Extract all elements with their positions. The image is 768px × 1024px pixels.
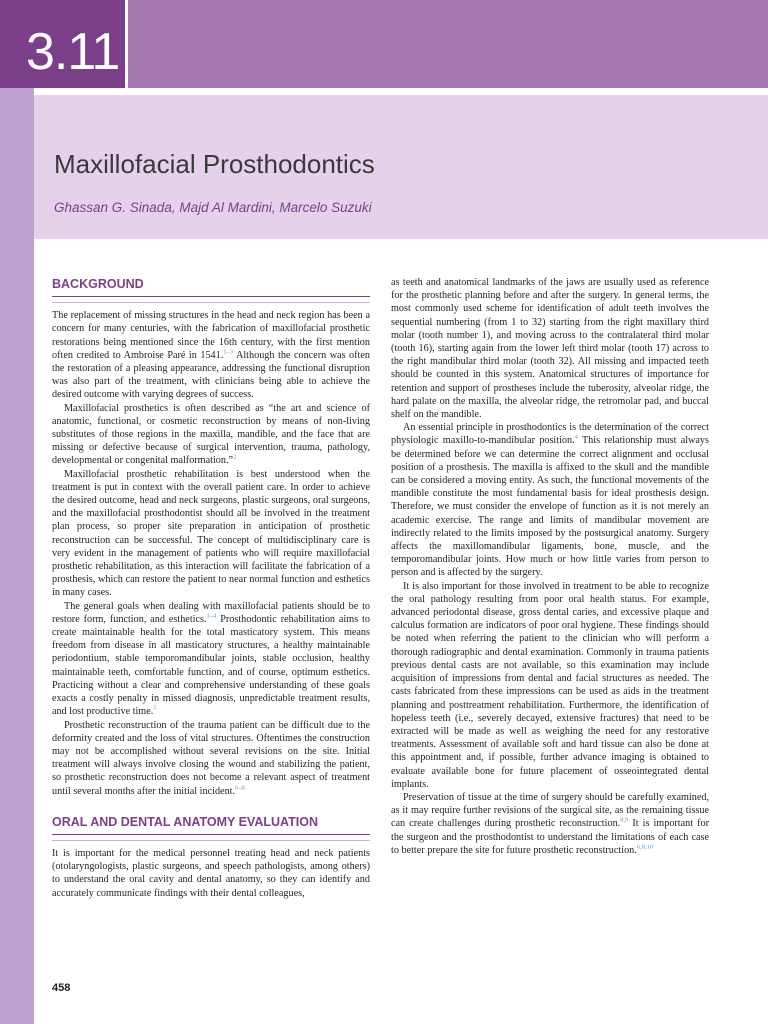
paragraph: It is also important for those involved in treatment to be able to recognize the oral pathology resulting from poor oral health status. For example, advanced periodontal disease, gross dental caries, and excessive plaque and calculus formation are indicators of poor oral hygiene. These findings should be noted when referring the patient to the clinician who will perform a thorough radiographic and dental examination. Commonly in trauma patients previous dental casts are not available, so this examination may include acquisition of impressions from dental and facial structures as needed. The casts fabricated from these impressions can be used as aids in the treatment planning and posttreatment rehabilitation. Furthermore, the identification of hopeless teeth (i.e., severely decayed, extensive fractures) that need to be extracted will be made as well as weighing the need for any restorative treatments. Assessment of available soft and hard tissue can also be done at this appointment and, if possible, further advance imaging is obtained to evaluate available bone for future placement of osseointegrated dental implants.: [391, 580, 709, 790]
chapter-title: Maxillofacial Prosthodontics: [54, 149, 375, 179]
title-panel: [34, 95, 768, 239]
page-number: 458: [52, 982, 71, 994]
chapter-divider: [125, 0, 128, 88]
left-column: [52, 278, 370, 900]
reference-link[interactable]: 1–3: [223, 348, 234, 356]
paragraph: Preservation of tissue at the time of surgery should be carefully examined, as it may require further revisions of the surgical site, as the remaining tissue can create challenges during prosthetic reconstruction.$^{8,9}$ It is important for the surgeon and the prosthodontist to understand the limitations of each case to better prepare the site for future prosthetic reconstruction.$^{6,8,10}$: [391, 791, 709, 856]
paragraph: The replacement of missing structures in the head and neck region has been a concern for many centuries, with the fabrication of maxillofacial prosthetic restorations being mentioned since the 16th century, with the first mention often credited to Ambroise Paré in 1541.$^{1-3}$ Although the concern was often the restoration of a pleasing appearance, addressing the functional disruption was also part of the treatment, with clinicians being able to achieve the desired outcome with varying degrees of success.: [52, 310, 370, 401]
paragraph: It is important for the medical personnel treating head and neck patients (otolaryngologists, plastic surgeons, and speech pathologists, among others) to understand the oral cavity and dental anatomy, so they can identify and accurately communicate findings with their dental colleagues,: [52, 847, 370, 899]
paragraph: An essential principle in prosthodontics is the determination of the correct physiologic maxillo-to-mandibular position.$^4$ This relationship must always be determined before we can determine the correct alignment and occlusal position of a prosthesis. The maxilla is affixed to the skull and the mandible can be considered a moving entity. As such, the functional movements of the mandible constitute the most fundamental basis for ideal prosthesis design. Therefore, we must consider the envelope of function as it is not merely an academic exercise. The range and limits of mandibular movement are indirectly related to the limits imposed by the postsurgical anatomy. Surgery affects the maxillomandibular ligaments, bone, muscle, and the temporomandibular joints. How much or how little varies from person to person and is affected by the surgery.: [391, 422, 709, 579]
paragraph: The general goals when dealing with maxillofacial patients should be to restore form, function, and esthetics.$^{1-4}$ Prosthodontic rehabilitation aims to create maintainable health for the total masticatory system. This means freedom from disease in all masticatory structures, a healthy maintainable periodontium, stable temporomandibular joints, stable occlusion, healthy maintainable teeth, comfortable function, and of course, optimum esthetics. Practicing without a clear and comprehensive understanding of these goals exacts a costly penalty in missed diagnosis, unpredictable treatment results, and lost productive time.$^5$: [52, 600, 370, 718]
paragraph: as teeth and anatomical landmarks of the jaws are usually used as reference for the prosthetic planning before and after the surgery. In general terms, the most commonly used scheme for identification of adult teeth involves the sequential numbering (from 1 to 32) starting from the right maxillary third molar (tooth number 1), and moving across to the contralateral third molar (tooth 16), starting again from the lower left third molar (tooth 17) across to the right mandibular third molar (tooth 32). All missing and impacted teeth should be counted in this system. Anatomical structures of importance for retention and support of prostheses include the tuberosity, alveolar ridge, the hard palate on the maxilla, the alveolar ridge, the retromolar pad, and buccal shelf on the mandible.: [391, 277, 709, 421]
paragraph: Maxillofacial prosthetic rehabilitation is best understood when the treatment is put in context with the overall patient care. In order to achieve the desired outcome, head and neck surgeons, plastic surgeons, oral surgeons, and the maxillofacial prosthodontist should all be involved in the treatment plan process, so proper site preparation in anticipation of prosthetic reconstruction can be successful. The concept of multidisciplinary care is very evident in the management of patients who will require maxillofacial prosthetic rehabilitation, as this interaction will facilitate the fabrication of a prosthesis, which can restore the patient to near normal function and esthetics in many cases.: [52, 468, 370, 599]
chapter-number: 3.11: [26, 23, 120, 81]
reference-link[interactable]: 6,8,10: [636, 843, 654, 851]
reference-link[interactable]: 6–8: [235, 784, 245, 792]
reference-link[interactable]: 2: [233, 454, 237, 462]
reference-link[interactable]: 1–4: [206, 612, 217, 620]
side-margin-strip: [0, 88, 34, 1024]
chapter-number-box: [0, 0, 125, 88]
paragraph: Maxillofacial prosthetics is often described as “the art and science of anatomic, functional, or cosmetic reconstruction by means of non-living substitutes of those regions in the maxilla, mandible, and the face that are missing or defective because of surgical intervention, trauma, pathology, developmental or congenital malformation.”$^2$: [52, 402, 370, 467]
chapter-authors: Ghassan G. Sinada, Majd Al Mardini, Marcelo Suzuki: [54, 200, 372, 215]
right-column: [391, 276, 709, 857]
reference-link[interactable]: 4: [574, 434, 578, 442]
heading-rule: [52, 840, 370, 841]
heading-rule: [52, 302, 370, 303]
section-heading-oral-dental: ORAL AND DENTAL ANATOMY EVALUATION: [52, 816, 370, 835]
reference-link[interactable]: 5: [153, 704, 157, 712]
paragraph: Prosthetic reconstruction of the trauma patient can be difficult due to the deformity created and the loss of vital structures. Oftentimes the construction may not be accomplished without several revisions on the site. Initial treatment will always involve closing the wound and stabilizing the patient, so prosthetic reconstruction does not become a relevant aspect of treatment until several months after the initial incident.$^{6-8}$: [52, 719, 370, 797]
reference-link[interactable]: 8,9: [620, 816, 629, 824]
section-heading-background: BACKGROUND: [52, 278, 370, 297]
